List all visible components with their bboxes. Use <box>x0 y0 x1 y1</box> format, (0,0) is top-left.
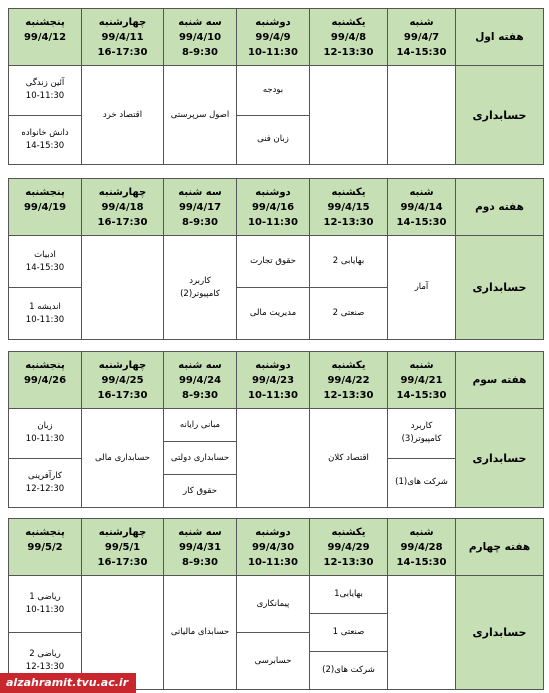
course-name: دانش خانواده 14-15:30 <box>21 127 69 151</box>
day-name: شنبه <box>409 16 434 28</box>
class-cell-tue <box>164 236 237 340</box>
day-time: 8-9:30 <box>182 216 218 228</box>
day-date: 99/4/23 <box>251 374 295 386</box>
day-date: 99/4/15 <box>327 201 370 213</box>
day-header-sun <box>310 519 388 576</box>
day-time: 14-15:30 <box>396 389 447 401</box>
class-cell-thu <box>9 409 82 508</box>
day-name: دوشنبه <box>255 359 291 371</box>
day-header-thu <box>9 519 82 576</box>
day-header-sat <box>388 519 456 576</box>
department-label: حسابداری <box>456 409 544 508</box>
course-name: مبانی رایانه <box>164 409 236 442</box>
week-table-3 <box>8 351 543 508</box>
day-time <box>9 215 81 230</box>
class-cell-tue <box>164 576 237 690</box>
day-header-wed <box>82 519 164 576</box>
day-name: سه شنبه <box>178 186 222 198</box>
day-date: 99/4/7 <box>403 31 440 43</box>
day-time: 16-17:30 <box>97 46 148 58</box>
class-cell-sat <box>388 576 456 690</box>
day-name: چهارشنبه <box>98 526 147 538</box>
day-header-wed <box>82 352 164 409</box>
day-name: دوشنبه <box>255 186 291 198</box>
department-label: حسابداری <box>456 236 544 340</box>
course-name: حقوق تجارت <box>237 236 309 288</box>
department-label: حسابداری <box>456 66 544 165</box>
course-name: حسابرسی <box>254 655 292 666</box>
class-cell-mon <box>237 236 310 340</box>
day-name: یکشنبه <box>331 16 366 28</box>
course-name: ریاضی 1 10-11:30 <box>9 576 81 633</box>
day-name: چهارشنبه <box>98 359 147 371</box>
course-name: بودجه <box>237 66 309 116</box>
day-date: 99/4/9 <box>255 31 291 43</box>
course-name: پیمانکاری <box>237 576 309 633</box>
course-name: شرکت های(1) <box>395 477 448 488</box>
course-name: اصول سرپرستی <box>170 109 230 120</box>
day-date: 99/4/21 <box>400 374 443 386</box>
course-name: کاربرد کامپیوتر(2) <box>180 275 220 299</box>
day-date: 99/4/28 <box>400 541 443 553</box>
day-header-tue <box>164 9 237 66</box>
day-name: سه شنبه <box>178 526 222 538</box>
class-cell-sat <box>388 236 456 340</box>
class-cell-mon <box>237 409 310 508</box>
day-date: 99/4/11 <box>101 31 144 43</box>
class-cell-mon <box>237 66 310 165</box>
day-header-thu <box>9 179 82 236</box>
class-cell-wed <box>82 409 164 508</box>
day-date: 99/4/19 <box>23 201 67 213</box>
day-time: 14-15:30 <box>396 556 447 568</box>
course-name: کارآفرینی 12-12:30 <box>25 470 65 494</box>
day-name: شنبه <box>409 186 434 198</box>
day-header-mon <box>237 9 310 66</box>
week-table-2 <box>8 178 543 340</box>
day-name: یکشنبه <box>331 526 366 538</box>
day-date: 99/4/8 <box>330 31 367 43</box>
day-header-sat <box>388 179 456 236</box>
day-header-sun <box>310 179 388 236</box>
day-header-sun <box>310 352 388 409</box>
day-name: شنبه <box>409 526 434 538</box>
day-time: 14-15:30 <box>396 216 447 228</box>
course-name: حسابداری دولتی <box>164 442 236 475</box>
course-name: ادبیات 14-15:30 <box>9 236 81 288</box>
week-label: هفته چهارم <box>456 519 544 576</box>
day-time: 16-17:30 <box>97 556 148 568</box>
week-label: هفته سوم <box>456 352 544 409</box>
day-name: پنجشنبه <box>25 186 65 198</box>
course-name: مدیریت مالی <box>249 308 297 318</box>
day-name: شنبه <box>409 359 434 371</box>
day-header-sun <box>310 9 388 66</box>
day-date: 99/4/12 <box>23 31 67 43</box>
day-time <box>9 555 81 570</box>
course-name: حسابداری مالی <box>95 452 150 463</box>
week-label: هفته دوم <box>456 179 544 236</box>
day-time: 8-9:30 <box>182 556 218 568</box>
class-cell-tue <box>164 66 237 165</box>
day-header-thu <box>9 9 82 66</box>
day-time <box>9 388 81 403</box>
day-time: 10-11:30 <box>248 556 298 568</box>
day-header-sat <box>388 9 456 66</box>
day-header-wed <box>82 179 164 236</box>
day-time: 10-11:30 <box>248 46 298 58</box>
day-time: 12-13:30 <box>323 216 374 228</box>
day-date: 99/4/25 <box>101 374 144 386</box>
day-date: 99/5/2 <box>27 541 63 553</box>
day-time: 12-13:30 <box>323 556 374 568</box>
day-time: 16-17:30 <box>97 389 148 401</box>
course-name: زبان 10-11:30 <box>9 409 81 459</box>
day-name: پنجشنبه <box>25 16 65 28</box>
week-label: هفته اول <box>456 9 544 66</box>
course-name: کاربرد کامپیوتر(3) <box>388 409 455 459</box>
course-name: حسابدای مالیاتی <box>170 627 230 637</box>
day-name: دوشنبه <box>255 526 291 538</box>
course-name: صنعتی 2 <box>332 308 365 318</box>
course-name: بهایابی1 <box>310 576 387 614</box>
class-cell-sun <box>310 576 388 690</box>
day-header-mon <box>237 179 310 236</box>
day-header-sat <box>388 352 456 409</box>
day-time: 8-9:30 <box>182 46 218 58</box>
day-time: 14-15:30 <box>396 46 447 58</box>
course-name: حقوق کار <box>183 485 217 496</box>
class-cell-thu <box>9 66 82 165</box>
course-name: صنعتی 1 <box>310 614 387 652</box>
class-cell-wed <box>82 236 164 340</box>
course-name: آمار <box>414 282 429 292</box>
day-date: 99/4/14 <box>400 201 443 213</box>
day-name: پنجشنبه <box>25 359 65 371</box>
day-header-thu <box>9 352 82 409</box>
day-date: 99/4/10 <box>178 31 222 43</box>
course-name: اقتصاد خرد <box>102 109 143 120</box>
class-cell-wed <box>82 66 164 165</box>
day-time: 10-11:30 <box>248 389 298 401</box>
day-header-tue <box>164 179 237 236</box>
day-name: چهارشنبه <box>98 186 147 198</box>
site-url[interactable]: alzahramit.tvu.ac.ir <box>0 673 136 693</box>
day-date: 99/4/16 <box>251 201 295 213</box>
day-date: 99/5/1 <box>104 541 141 553</box>
day-header-tue <box>164 519 237 576</box>
course-name: زبان فنی <box>257 134 289 145</box>
class-cell-sat <box>388 409 456 508</box>
course-name: آئین زندگی 10-11:30 <box>9 66 81 116</box>
day-date: 99/4/26 <box>23 374 67 386</box>
day-name: پنجشنبه <box>25 526 65 538</box>
day-header-tue <box>164 352 237 409</box>
class-cell-sun <box>310 236 388 340</box>
class-cell-mon <box>237 576 310 690</box>
day-name: یکشنبه <box>331 186 366 198</box>
day-time: 10-11:30 <box>248 216 298 228</box>
day-time: 16-17:30 <box>97 216 148 228</box>
class-cell-sun <box>310 66 388 165</box>
day-name: دوشنبه <box>255 16 291 28</box>
day-name: سه شنبه <box>178 16 222 28</box>
day-date: 99/4/29 <box>327 541 370 553</box>
class-cell-sun <box>310 409 388 508</box>
department-label: حسابداری <box>456 576 544 690</box>
day-header-wed <box>82 9 164 66</box>
day-time <box>9 45 81 60</box>
day-date: 99/4/22 <box>327 374 370 386</box>
day-name: سه شنبه <box>178 359 222 371</box>
day-time: 12-13:30 <box>323 46 374 58</box>
course-name: ریاضی 2 12-13:30 <box>25 649 65 672</box>
day-header-mon <box>237 519 310 576</box>
day-date: 99/4/17 <box>178 201 222 213</box>
day-date: 99/4/18 <box>101 201 144 213</box>
class-cell-tue <box>164 409 237 508</box>
day-name: یکشنبه <box>331 359 366 371</box>
class-cell-sat <box>388 66 456 165</box>
day-time: 12-13:30 <box>323 389 374 401</box>
course-name: شرکت های(2) <box>322 665 375 675</box>
class-cell-thu <box>9 236 82 340</box>
course-name: بهایابی 2 <box>310 236 387 288</box>
day-date: 99/4/31 <box>178 541 222 553</box>
day-date: 99/4/24 <box>178 374 222 386</box>
day-date: 99/4/30 <box>251 541 295 553</box>
day-header-mon <box>237 352 310 409</box>
day-name: چهارشنبه <box>98 16 147 28</box>
course-name: اندیشه 1 10-11:30 <box>25 301 65 325</box>
week-table-1 <box>8 8 543 165</box>
day-time: 8-9:30 <box>182 389 218 401</box>
course-name: اقتصاد کلان <box>328 452 369 463</box>
week-table-4 <box>8 518 543 690</box>
